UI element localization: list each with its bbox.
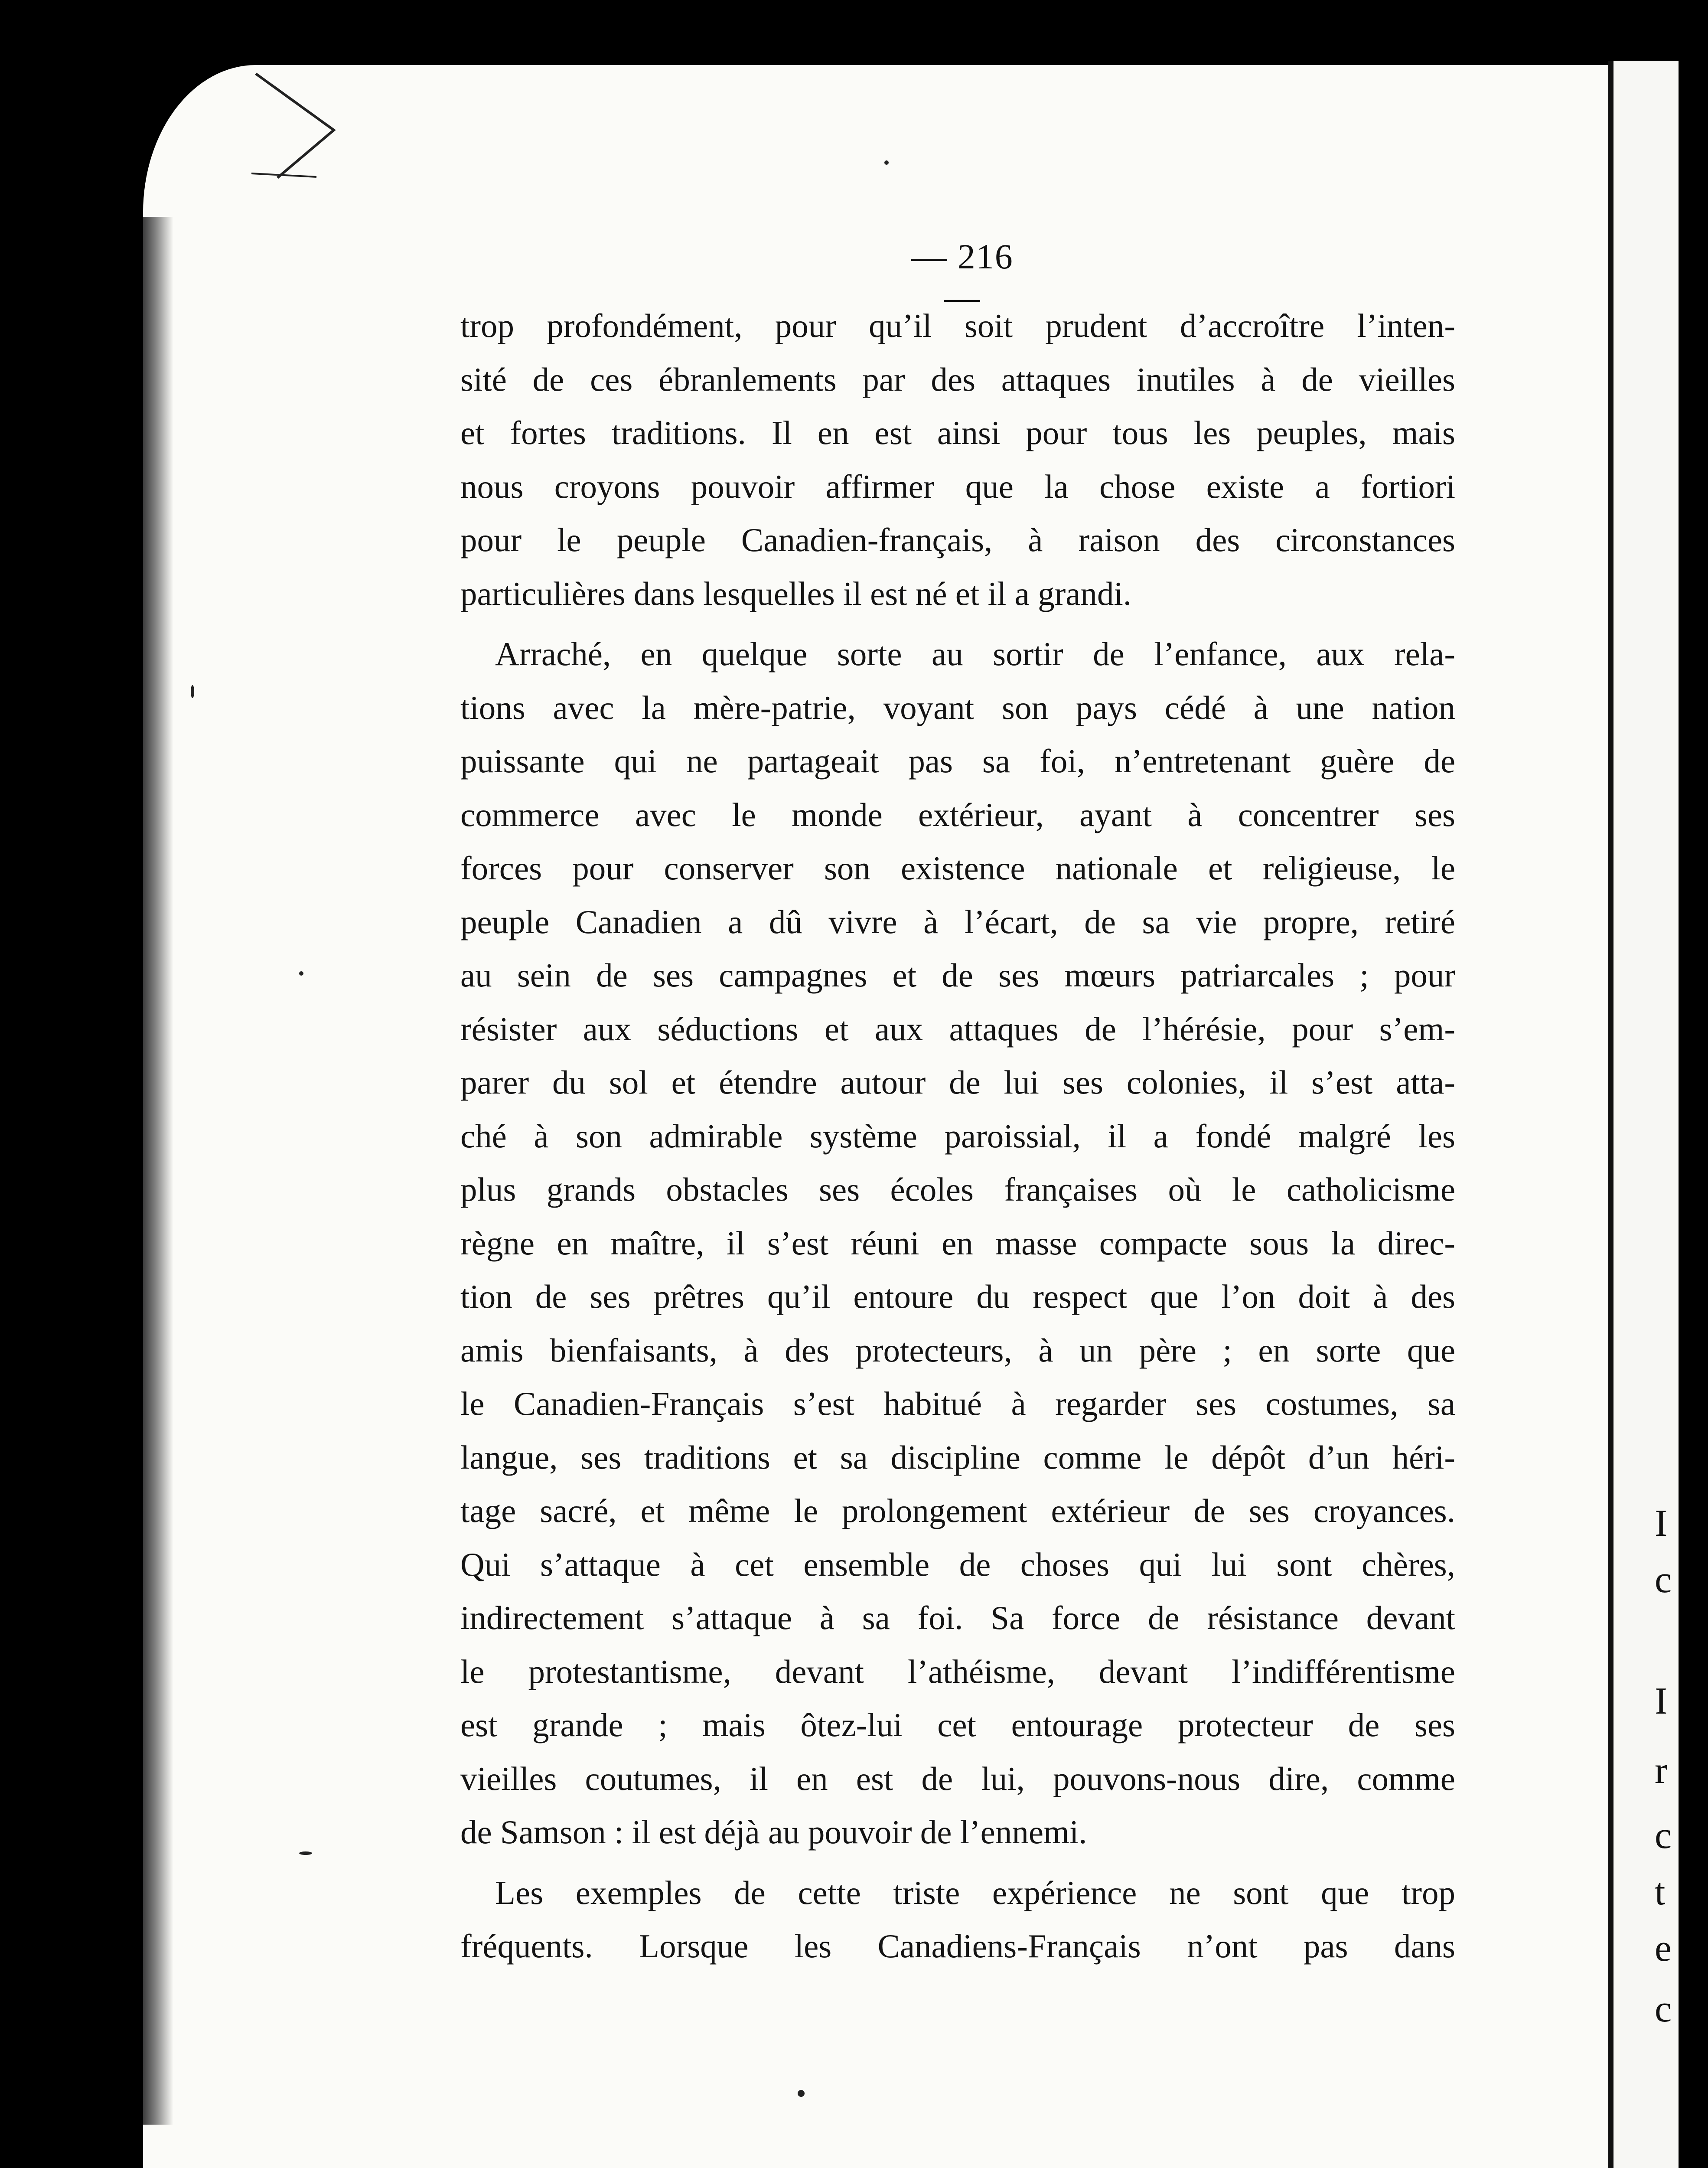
scan-speck [798, 2090, 805, 2097]
text-line: particulières dans lesquelles il est né et il a grandi. [460, 575, 1132, 612]
text-line: est grande ; mais ôtez-lui cet entourage protecteur de ses [460, 1706, 1455, 1744]
text-line: le protestantisme, devant l’athéisme, devant l’indifférentisme [460, 1652, 1455, 1690]
adjacent-page-letter: c [1655, 1815, 1672, 1857]
text-line: langue, ses traditions et sa discipline comme le dépôt d’un héri- [460, 1438, 1455, 1476]
text-line: puissante qui ne partageait pas sa foi, n’entretenant guère de [460, 742, 1455, 780]
text-line: pour le peuple Canadien-français, à raison des circonstances [460, 521, 1455, 558]
text-line: Arraché, en quelque sorte au sortir de l’enfance, aux rela- [495, 635, 1455, 673]
scan-speck [299, 971, 303, 976]
text-line: ché à son admirable système paroissial, il a fondé malgré les [460, 1117, 1455, 1155]
text-line: peuple Canadien a dû vivre à l’écart, de sa vie propre, retiré [460, 903, 1455, 940]
text-line: trop profondément, pour qu’il soit prudent d’accroître l’inten- [460, 307, 1455, 344]
adjacent-page-strip [1608, 61, 1679, 2168]
text-line: tage sacré, et même le prolongement extérieur de ses croyances. [460, 1492, 1455, 1529]
adjacent-page-letter: e [1655, 1927, 1672, 1969]
text-line: Qui s’attaque à cet ensemble de choses qui lui sont chères, [460, 1545, 1455, 1583]
paragraph-gap [460, 1859, 1455, 1866]
text-line: de Samson : il est déjà au pouvoir de l’ennemi. [460, 1813, 1087, 1851]
adjacent-page-letter: r [1655, 1750, 1668, 1792]
text-line: tion de ses prêtres qu’il entoure du respect que l’on doit à des [460, 1278, 1455, 1315]
text-line: nous croyons pouvoir affirmer que la chose existe a fortiori [460, 467, 1455, 505]
text-line: sité de ces ébranlements par des attaques inutiles à de vieilles [460, 360, 1455, 398]
text-line: Les exemples de cette triste expérience ne sont que trop [495, 1874, 1455, 1911]
paragraph-gap [460, 620, 1455, 627]
text-line: vieilles coutumes, il en est de lui, pouvons-nous dire, comme [460, 1760, 1455, 1797]
adjacent-page-letter: I [1655, 1680, 1668, 1722]
text-line: commerce avec le monde extérieur, ayant à concentrer ses [460, 796, 1455, 833]
text-line: résister aux séductions et aux attaques de l’hérésie, pour s’em- [460, 1010, 1455, 1048]
text-line: tions avec la mère-patrie, voyant son pays cédé à une nation [460, 689, 1455, 726]
page-number: — 216 — [911, 237, 1014, 317]
body-text [460, 299, 1455, 1973]
text-line: amis bienfaisants, à des protecteurs, à un père ; en sorte que [460, 1331, 1455, 1369]
text-line: parer du sol et étendre autour de lui ses colonies, il s’est atta- [460, 1064, 1455, 1101]
text-line: fréquents. Lorsque les Canadiens-Français n’ont pas dans [460, 1927, 1455, 1965]
text-line: forces pour conserver son existence nationale et religieuse, le [460, 849, 1455, 887]
corner-fold-mark [251, 65, 338, 195]
page-edge-shadow [143, 217, 173, 2125]
adjacent-page-letter: c [1655, 1988, 1672, 2030]
text-line: règne en maître, il s’est réuni en masse compacte sous la direc- [460, 1224, 1455, 1262]
scan-speck [884, 160, 889, 165]
scan-speck [299, 1851, 312, 1855]
text-line: indirectement s’attaque à sa foi. Sa force de résistance devant [460, 1599, 1455, 1636]
scan-speck [191, 685, 194, 698]
text-line: et fortes traditions. Il en est ainsi pour tous les peuples, mais [460, 414, 1455, 451]
text-line: au sein de ses campagnes et de ses mœurs patriarcales ; pour [460, 957, 1455, 994]
text-line: le Canadien-Français s’est habitué à regarder ses costumes, sa [460, 1385, 1455, 1422]
adjacent-page-letter: c [1655, 1559, 1672, 1601]
adjacent-page-letter: I [1655, 1502, 1668, 1544]
text-line: plus grands obstacles ses écoles françaises où le catholicisme [460, 1171, 1455, 1208]
adjacent-page-letter: t [1655, 1871, 1666, 1913]
